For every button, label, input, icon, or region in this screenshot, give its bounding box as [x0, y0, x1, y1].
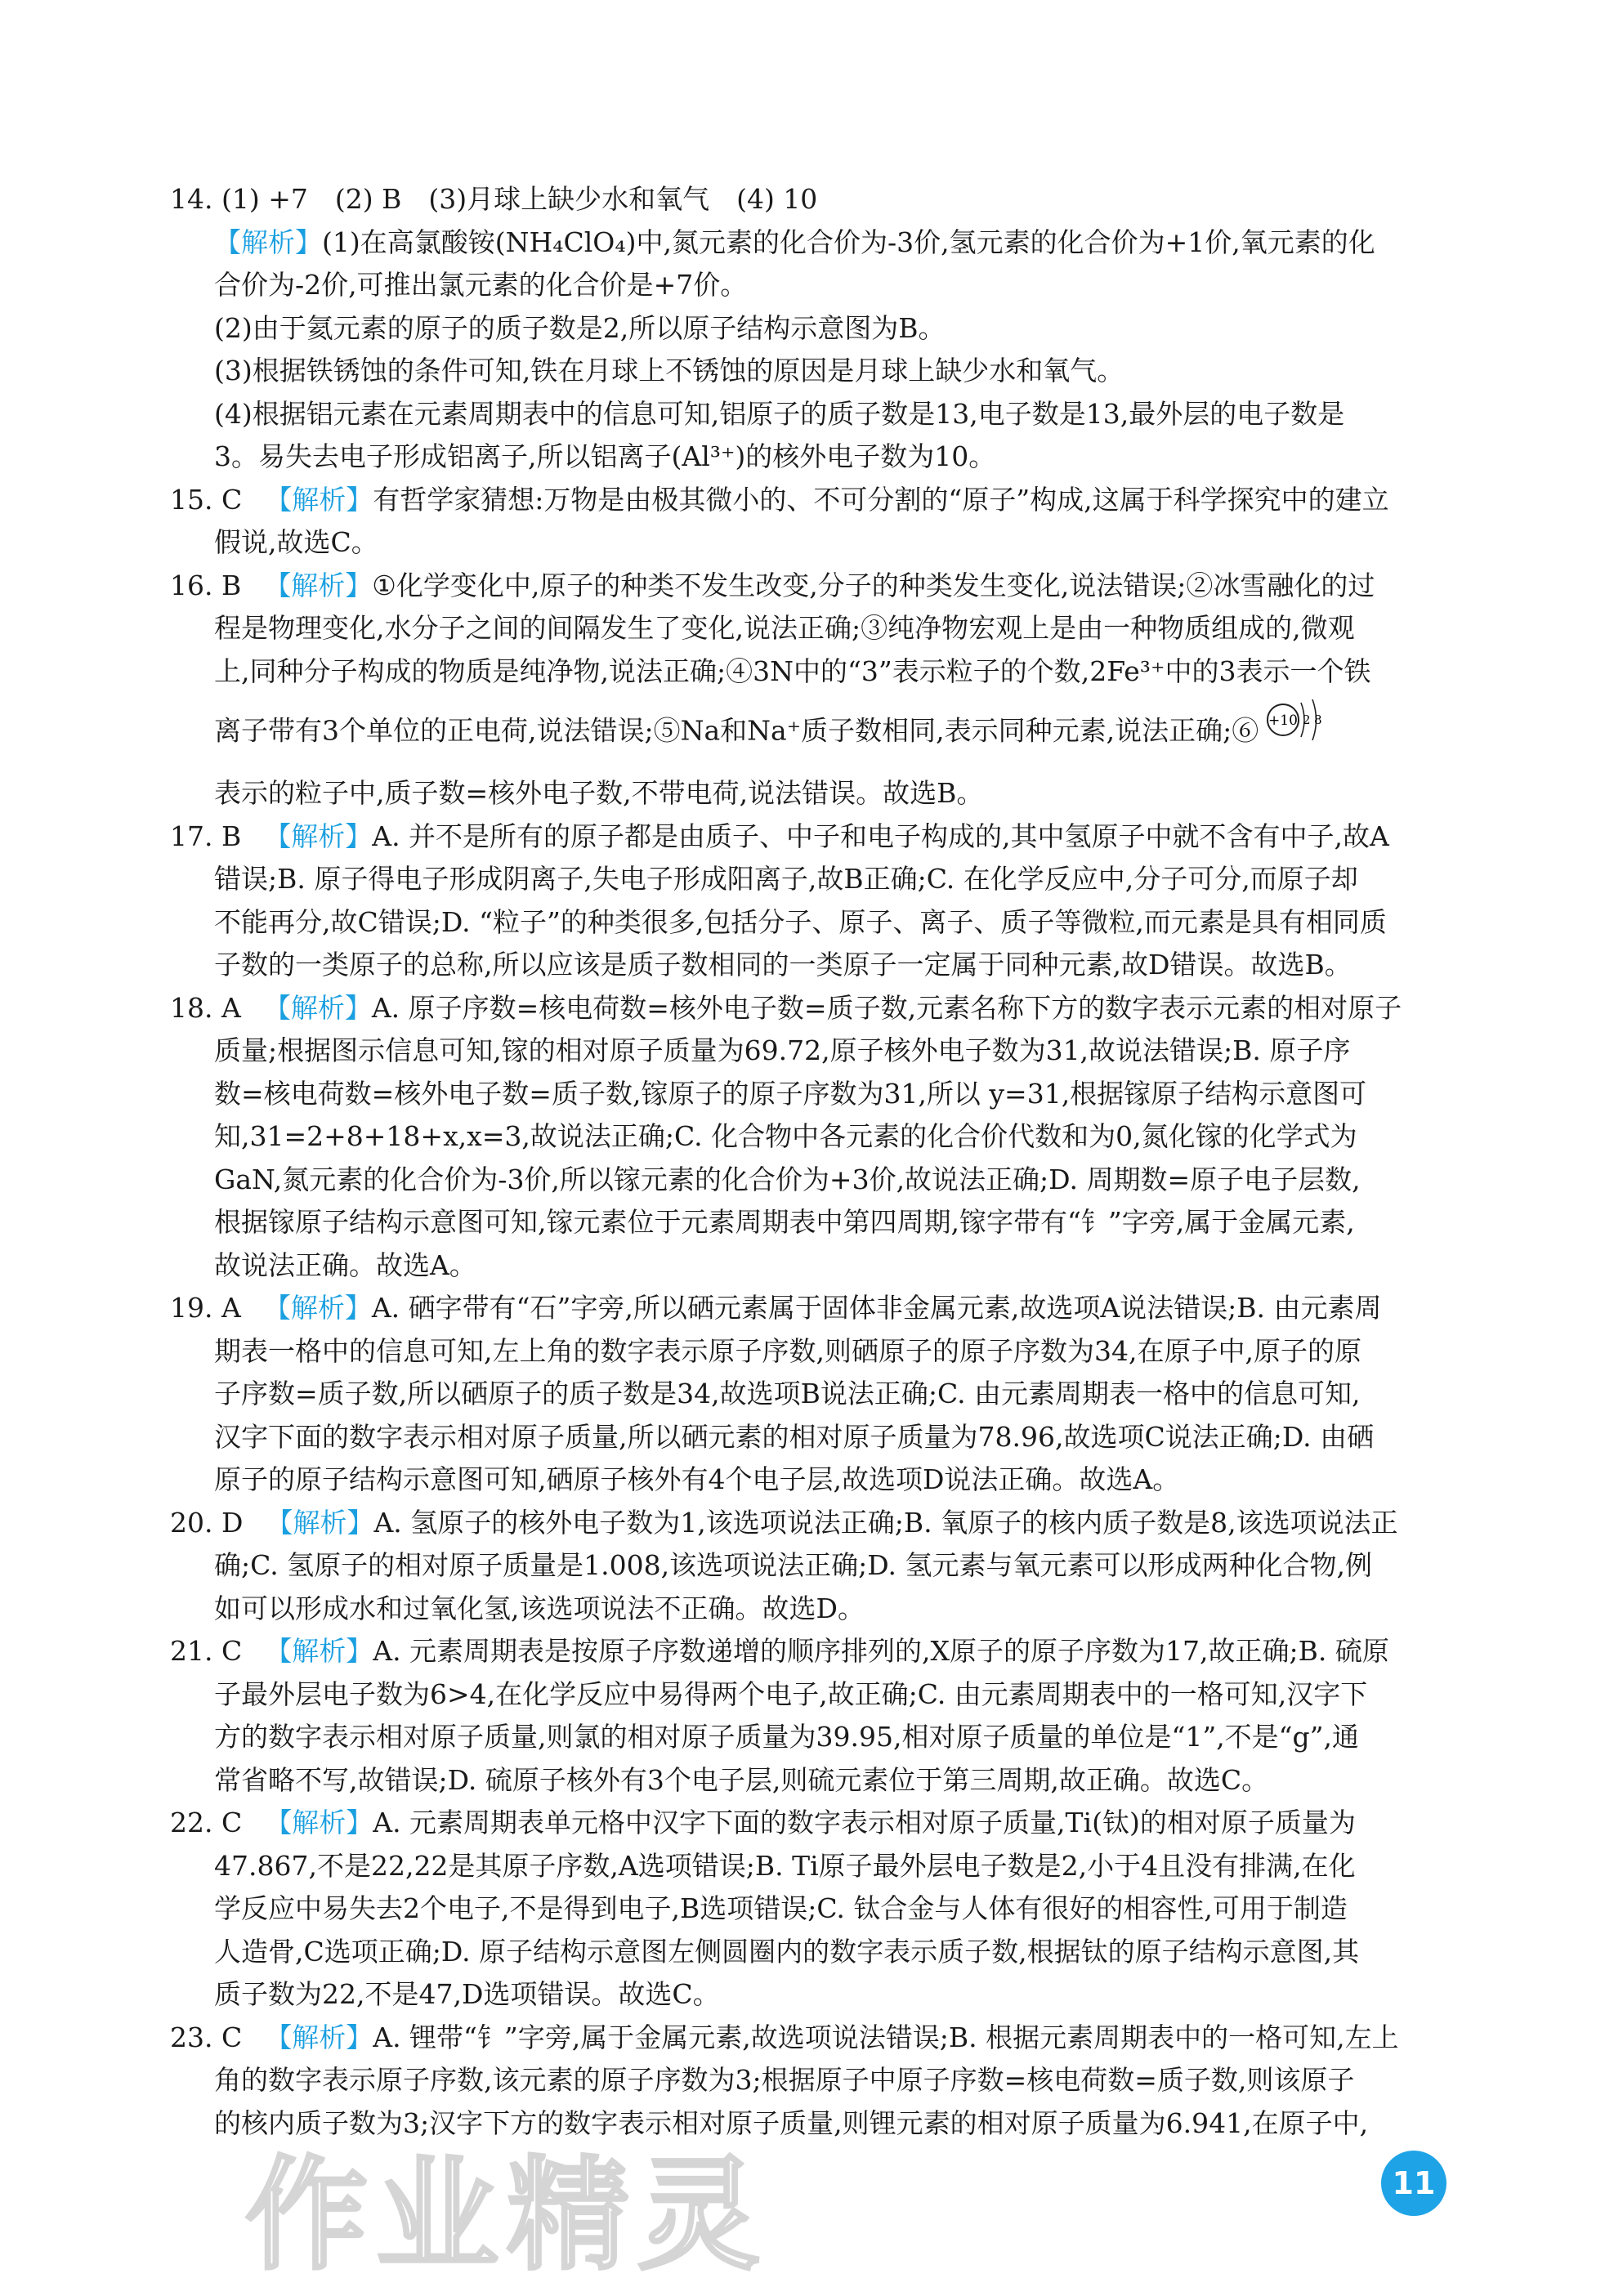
q22-line-3: 学反应中易失去2个电子,不是得到电子,B选项错误;C. 钛合金与人体有很好的相容性,可用于制造 — [214, 1892, 1348, 1924]
q19-line-3: 子序数=质子数,所以硒原子的质子数是34,故选项B说法正确;C. 由元素周期表一格中的信息可知, — [214, 1378, 1361, 1409]
q23-line-1: A. 锂带“钅”字旁,属于金属元素,故选项说法错误;B. 根据元素周期表中的一格可知,左上 — [373, 2021, 1399, 2053]
q14-line-1: (1)在高氯酸铵(NH₄ClO₄)中,氮元素的化合价为-3价,氢元素的化合价为+1价,氧元素的化 — [322, 226, 1375, 258]
q19-number: 19. A — [170, 1292, 241, 1324]
q16-line-1: ①化学变化中,原子的种类不发生改变,分子的种类发生变化,说法错误;②冰雪融化的过 — [372, 569, 1375, 601]
atom-structure-diagram — [1265, 693, 1326, 772]
q20-number: 20. D — [170, 1506, 244, 1539]
analysis-tag: 【解析】 — [264, 569, 373, 601]
question-19 — [170, 1287, 1461, 1502]
page-number: 11 — [1381, 2151, 1446, 2216]
question-14 — [170, 178, 1461, 479]
q16-line-5: 表示的粒子中,质子数=核外电子数,不带电荷,说法错误。故选B。 — [214, 777, 984, 809]
q20-line-3: 如可以形成水和过氧化氢,该选项说法不正确。故选D。 — [214, 1592, 865, 1624]
analysis-tag: 【解析】 — [265, 483, 373, 516]
analysis-tag: 【解析】 — [265, 1807, 373, 1838]
q14-head: 14. (1) +7 (2) B (3)月球上缺少水和氧气 (4) 10 — [170, 183, 818, 215]
analysis-tag: 【解析】 — [263, 1292, 372, 1324]
analysis-tag: 【解析】 — [264, 820, 373, 852]
q23-line-3: 的核内质子数为3;汉字下方的数字表示相对原子质量,则锂元素的相对原子质量为6.941,在原子中, — [214, 2106, 1369, 2139]
q14-line-6: 3。易失去电子形成铝离子,所以铝离子(Al³⁺)的核外电子数为10。 — [214, 440, 996, 472]
q22-line-5: 质子数为22,不是47,D选项错误。故选C。 — [214, 1978, 720, 2010]
question-15 — [170, 479, 1461, 565]
q18-line-6: 根据镓原子结构示意图可知,镓元素位于元素周期表中第四周期,镓字带有“钅”字旁,属于金属元素, — [214, 1206, 1355, 1238]
q23-number: 23. C — [170, 2021, 243, 2053]
q21-line-1: A. 元素周期表是按原子序数递增的顺序排列的,X原子的原子序数为17,故正确;B. 硫原 — [373, 1635, 1389, 1667]
analysis-tag: 【解析】 — [265, 1635, 373, 1667]
q18-line-3: 数=核电荷数=核外电子数=质子数,镓原子的原子序数为31,所以 y=31,根据镓原子结构示意图可 — [214, 1077, 1367, 1110]
q16-line-4: 离子带有3个单位的正电荷,说法错误;⑤Na和Na⁺质子数相同,表示同种元素,说法正确;⑥ — [214, 714, 1259, 747]
q17-line-3: 不能再分,故C错误;D. “粒子”的种类很多,包括分子、原子、离子、质子等微粒,而元素是具有相同质 — [214, 905, 1387, 938]
atom-nucleus-label: +10 — [1268, 712, 1299, 729]
q18-line-1: A. 原子序数=核电荷数=核外电子数=质子数,元素名称下方的数字表示元素的相对原子 — [371, 991, 1402, 1024]
q15-line-1: 有哲学家猜想:万物是由极其微小的、不可分割的“原子”构成,这属于科学探究中的建立 — [373, 483, 1389, 516]
q16-line-2: 程是物理变化,水分子之间的间隔发生了变化,说法正确;③纯净物宏观上是由一种物质组成的,微观 — [214, 612, 1355, 644]
q15-line-2: 假说,故选C。 — [214, 526, 378, 558]
q22-line-4: 人造骨,C选项正确;D. 原子结构示意图左侧圆圈内的数字表示质子数,根据钛的原子结构示意图,其 — [214, 1935, 1360, 1968]
q17-line-4: 子数的一类原子的总称,所以应该是质子数相同的一类原子一定属于同种元素,故D错误。故选B。 — [214, 949, 1352, 980]
analysis-tag: 【解析】 — [266, 1506, 374, 1539]
q18-line-7: 故说法正确。故选A。 — [214, 1249, 476, 1281]
q23-line-2: 角的数字表示原子序数,该元素的原子序数为3;根据原子中原子序数=核电荷数=质子数,则该原子 — [214, 2064, 1355, 2096]
question-18 — [170, 987, 1461, 1288]
question-16 — [170, 565, 1461, 815]
q20-line-2: 确;C. 氢原子的相对原子质量是1.008,该选项说法正确;D. 氢元素与氧元素可以形成两种化合物,例 — [214, 1549, 1373, 1581]
q14-line-5: (4)根据铝元素在元素周期表中的信息可知,铝原子的质子数是13,电子数是13,最外层的电子数是 — [214, 397, 1345, 430]
q17-line-2: 错误;B. 原子得电子形成阴离子,失电子形成阳离子,故B正确;C. 在化学反应中,分子可分,而原子却 — [214, 863, 1358, 895]
q22-number: 22. C — [170, 1807, 243, 1838]
q21-line-3: 方的数字表示相对原子质量,则氯的相对原子质量为39.95,相对原子质量的单位是“1”,不是“g”,通 — [214, 1721, 1360, 1753]
watermark-logo: 作业精灵 — [245, 2145, 769, 2287]
q14-line-3: (2)由于氦元素的原子的质子数是2,所以原子结构示意图为B。 — [214, 311, 946, 344]
q21-line-4: 常省略不写,故错误;D. 硫原子核外有3个电子层,则硫元素位于第三周期,故正确。故选C。 — [214, 1763, 1269, 1796]
q14-line-2: 合价为-2价,可推出氯元素的化合价是+7价。 — [214, 269, 748, 301]
q21-line-2: 子最外层电子数为6>4,在化学反应中易得两个电子,故正确;C. 由元素周期表中的一格可知,汉字下 — [214, 1677, 1368, 1710]
analysis-tag: 【解析】 — [263, 991, 372, 1024]
q19-line-5: 原子的原子结构示意图可知,硒原子核外有4个电子层,故选项D说法正确。故选A。 — [214, 1463, 1180, 1495]
question-21 — [170, 1630, 1461, 1802]
analysis-tag: 【解析】 — [265, 2021, 373, 2053]
q16-line-3: 上,同种分子构成的物质是纯净物,说法正确;④3N中的“3”表示粒子的个数,2Fe³⁺中的3表示一个铁 — [214, 654, 1371, 687]
q18-number: 18. A — [170, 991, 241, 1024]
q17-number: 17. B — [170, 820, 242, 852]
q17-line-1: A. 并不是所有的原子都是由质子、中子和电子构成的,其中氢原子中就不含有中子,故A — [372, 820, 1389, 852]
q19-line-1: A. 硒字带有“石”字旁,所以硒元素属于固体非金属元素,故选项A说法错误;B. 由元素周 — [371, 1292, 1382, 1324]
q18-line-2: 质量;根据图示信息可知,镓的相对原子质量为69.72,原子核外电子数为31,故说法错误;B. 原子序 — [214, 1034, 1351, 1066]
q18-line-5: GaN,氮元素的化合价为-3价,所以镓元素的化合价为+3价,故说法正确;D. 周期数=原子电子层数, — [214, 1163, 1361, 1195]
q16-number: 16. B — [170, 569, 242, 601]
q19-line-4: 汉字下面的数字表示相对原子质量,所以硒元素的相对原子质量为78.96,故选项C说法正确;D. 由硒 — [214, 1420, 1375, 1453]
question-17 — [170, 815, 1461, 987]
q18-line-4: 知,31=2+8+18+x,x=3,故说法正确;C. 化合物中各元素的化合价代数和为0,氮化镓的化学式为 — [214, 1120, 1357, 1152]
analysis-tag: 【解析】 — [214, 226, 322, 258]
answer-content — [170, 178, 1461, 2145]
q20-line-1: A. 氢原子的核外电子数为1,该选项说法正确;B. 氧原子的核内质子数是8,该选项说法正 — [373, 1506, 1398, 1539]
question-20 — [170, 1502, 1461, 1631]
q22-line-1: A. 元素周期表单元格中汉字下面的数字表示相对原子质量,Ti(钛)的相对原子质量为 — [373, 1807, 1356, 1838]
q15-number: 15. C — [170, 483, 243, 516]
q14-line-4: (3)根据铁锈蚀的条件可知,铁在月球上不锈蚀的原因是月球上缺少水和氧气。 — [214, 355, 1124, 386]
q21-number: 21. C — [170, 1635, 243, 1667]
question-22 — [170, 1802, 1461, 2017]
q19-line-2: 期表一格中的信息可知,左上角的数字表示原子序数,则硒原子的原子序数为34,在原子中,原子的原 — [214, 1334, 1361, 1367]
q22-line-2: 47.867,不是22,22是其原子序数,A选项错误;B. Ti原子最外层电子数是2,小于4且没有排满,在化 — [214, 1849, 1356, 1882]
atom-shell-1-electrons: 2 — [1303, 712, 1311, 727]
atom-shell-2-electrons: 8 — [1314, 712, 1322, 727]
